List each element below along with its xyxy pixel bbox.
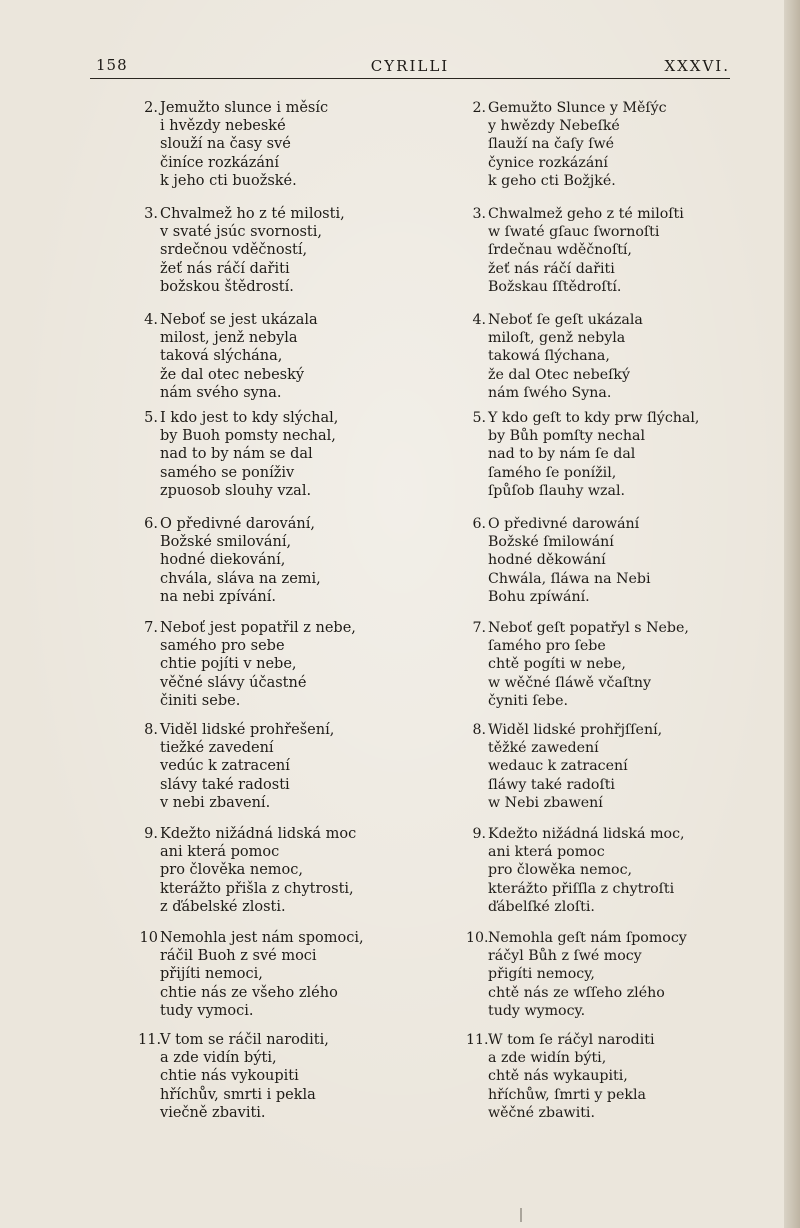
verse-line: přijíti nemoci,	[160, 966, 263, 983]
stanza-number: 3.	[144, 206, 158, 222]
verse-line: chtě nás wykaupiti,	[488, 1068, 628, 1085]
verse-line: pro člověka nemoc,	[160, 862, 303, 879]
verse-line: nad to by nám se dal	[160, 446, 313, 463]
verse-line: ráčil Buoh z své moci	[160, 948, 317, 965]
verse-line: nad to by nám ſe dal	[488, 446, 636, 463]
verse-line: hříchůw, ſmrti y pekla	[488, 1086, 646, 1103]
verse-line: slávy také radosti	[160, 776, 290, 793]
verse-line: ſláwy také radoſti	[488, 776, 615, 793]
verse-line: viečně zbaviti.	[160, 1104, 266, 1121]
stanza-number: 9.	[144, 826, 158, 842]
verse-line: božskou štědrostí.	[160, 278, 294, 295]
verse-line: O předivné darowání	[488, 516, 640, 532]
verse-line: W tom ſe ráčyl naroditi	[488, 1032, 655, 1048]
verse-line: hodné diekování,	[160, 552, 286, 569]
page-spine-edge	[784, 0, 800, 1228]
stanza-number: 7.	[472, 620, 486, 636]
section-number: XXXVI.	[664, 57, 730, 75]
verse-line: ďábelſké zloſti.	[488, 898, 595, 915]
verse-line: Neboť se jest ukázala	[160, 312, 318, 328]
verse-line: čyniti ſebe.	[488, 692, 569, 709]
verse-line: takowá ſlýchana,	[488, 348, 610, 365]
verse-line: a zde vidín býti,	[160, 1050, 277, 1067]
verse-line: ani která pomoc	[488, 844, 605, 861]
page-number: 158	[96, 56, 128, 74]
verse-line: žeť nás ráčí dařiti	[160, 260, 290, 277]
stanza-number: 4.	[144, 312, 158, 328]
verse-line: z ďábelské zlosti.	[160, 898, 286, 915]
stanza-number: 6.	[144, 516, 158, 532]
verse-line: srdečnou vděčností,	[160, 242, 308, 259]
verse-line: ſlauží na čaſy ſwé	[488, 136, 614, 153]
stanza-number: 10.	[466, 930, 489, 946]
verse-line: w wěčné ſláwě včaſtny	[488, 674, 652, 691]
verse-line: v svaté jsúc svornosti,	[160, 224, 322, 241]
verse-line: Bohu zpíwání.	[488, 588, 590, 605]
stanza-number: 6.	[472, 516, 486, 532]
verse-line: Kdežto nižádná lidská moc	[160, 826, 357, 842]
verse-line: přigíti nemocy,	[488, 966, 595, 983]
verse-line: samého pro sebe	[160, 638, 285, 655]
verse-line: miloſt, genž nebyla	[488, 330, 626, 347]
verse-line: že dal otec nebeský	[160, 366, 305, 383]
verse-line: I kdo jest to kdy slýchal,	[160, 410, 339, 426]
stanza-number: 9.	[472, 826, 486, 842]
verse-line: ani která pomoc	[160, 844, 280, 861]
verse-line: nám svého syna.	[160, 384, 282, 401]
verse-line: ráčyl Bůh z ſwé mocy	[488, 948, 642, 965]
verse-line: Neboť ſe geſt ukázala	[488, 312, 643, 328]
verse-line: Chwála, ſláwa na Nebi	[488, 570, 651, 587]
verse-line: činíce rozkázání	[160, 154, 280, 171]
stanza-number: 4.	[472, 312, 486, 328]
running-header	[90, 54, 730, 79]
verse-line: w Nebi zbawení	[488, 794, 603, 811]
verse-line: činiti sebe.	[160, 692, 241, 709]
stanza-number: 11.	[138, 1032, 162, 1048]
page-edge-mark	[520, 1208, 522, 1222]
verse-line: chtie pojíti v nebe,	[160, 656, 297, 673]
stanza-number: 10	[139, 930, 158, 946]
verse-line: V tom se ráčil naroditi,	[160, 1032, 329, 1048]
verse-line: Božské smilování,	[160, 534, 292, 551]
verse-line: věčné slávy účastné	[160, 674, 307, 691]
verse-line: k geho cti Božjké.	[488, 172, 616, 189]
verse-line: kterážto přiſſla z chytroſti	[488, 880, 675, 897]
verse-line: taková slýchána,	[160, 348, 283, 365]
verse-line: Božskau ſſtědroſtí.	[488, 278, 622, 295]
stanza-number: 7.	[144, 620, 158, 636]
verse-line: Božské ſmilowání	[488, 534, 614, 551]
verse-line: ſpůſob ſlauhy wzal.	[488, 482, 626, 499]
verse-line: chtie nás ze všeho zlého	[160, 984, 338, 1001]
running-title: CYRILLI	[370, 57, 450, 75]
verse-line: hodné děkowání	[488, 552, 606, 569]
verse-line: Nemohla jest nám spomoci,	[160, 930, 364, 946]
verse-line: zpuosob slouhy vzal.	[160, 482, 312, 499]
verse-line: Viděl lidské prohřešení,	[160, 722, 335, 738]
verse-line: i hvězdy nebeské	[160, 118, 286, 135]
verse-line: wedauc k zatracení	[488, 758, 628, 775]
verse-line: ſamého pro ſebe	[488, 638, 606, 655]
verse-line: v nebi zbavení.	[160, 794, 271, 811]
verse-line: Kdežto nižádná lidská moc,	[488, 826, 685, 842]
verse-line: chtie nás vykoupiti	[160, 1068, 299, 1085]
verse-line: Neboť geſt popatřyl s Nebe,	[488, 620, 689, 636]
verse-line: wěčné zbawiti.	[488, 1104, 595, 1121]
verse-line: chtě nás ze wſſeho zlého	[488, 984, 665, 1001]
verse-line: chtě pogíti w nebe,	[488, 656, 626, 673]
verse-line: k jeho cti buožské.	[160, 172, 297, 189]
stanza-number: 2.	[144, 100, 158, 116]
stanza-number: 5.	[472, 410, 486, 426]
verse-line: Nemohla geſt nám ſpomocy	[488, 930, 687, 946]
verse-line: vedúc k zatracení	[160, 758, 290, 775]
verse-line: hříchův, smrti i pekla	[160, 1086, 316, 1103]
stanza-number: 8.	[472, 722, 486, 738]
verse-line: čynice rozkázání	[488, 154, 608, 171]
verse-line: slouží na časy své	[160, 136, 291, 153]
verse-line: milost, jenž nebyla	[160, 330, 298, 347]
stanza-number: 2.	[472, 100, 486, 116]
verse-line: y hwězdy Nebeſké	[488, 118, 620, 135]
verse-line: by Bůh pomſty nechal	[488, 428, 645, 445]
verse-line: žeť nás ráčí dařiti	[488, 260, 615, 277]
verse-line: O předivné darování,	[160, 516, 315, 532]
verse-line: Gemužto Slunce y Měſýc	[488, 100, 667, 116]
verse-line: na nebi zpívání.	[160, 588, 277, 605]
verse-line: Chwalmež geho z té miloſti	[488, 206, 684, 222]
verse-line: Chvalmež ho z té milosti,	[160, 206, 345, 222]
verse-line: že dal Otec nebeſký	[488, 366, 631, 383]
verse-line: ſrdečnau wděčnoſtí,	[488, 242, 632, 259]
stanza-number: 3.	[472, 206, 486, 222]
verse-line: chvála, sláva na zemi,	[160, 570, 321, 587]
verse-line: tudy vymoci.	[160, 1002, 254, 1019]
verse-line: w ſwaté gſauc ſwornoſti	[488, 224, 660, 241]
verse-line: pro člowěka nemoc,	[488, 862, 633, 879]
verse-line: tudy wymocy.	[488, 1002, 586, 1019]
verse-line: Y kdo geſt to kdy prw ſlýchal,	[488, 410, 700, 426]
verse-line: tiežké zavedení	[160, 740, 274, 757]
verse-line: Neboť jest popatřil z nebe,	[160, 620, 356, 636]
verse-line: Widěl lidské prohřjſſení,	[488, 722, 663, 738]
verse-line: Jemužto slunce i měsíc	[160, 100, 329, 116]
verse-line: kterážto přišla z chytrosti,	[160, 880, 354, 897]
stanza-number: 5.	[144, 410, 158, 426]
verse-line: samého se poníživ	[160, 464, 295, 481]
stanza-number: 11.	[466, 1032, 489, 1048]
verse-line: nám ſwého Syna.	[488, 384, 612, 401]
verse-line: ſamého ſe ponížil,	[488, 464, 617, 481]
verse-line: a zde widín býti,	[488, 1050, 607, 1067]
verse-line: těžké zawedení	[488, 740, 599, 757]
verse-line: by Buoh pomsty nechal,	[160, 428, 336, 445]
stanza-number: 8.	[144, 722, 158, 738]
